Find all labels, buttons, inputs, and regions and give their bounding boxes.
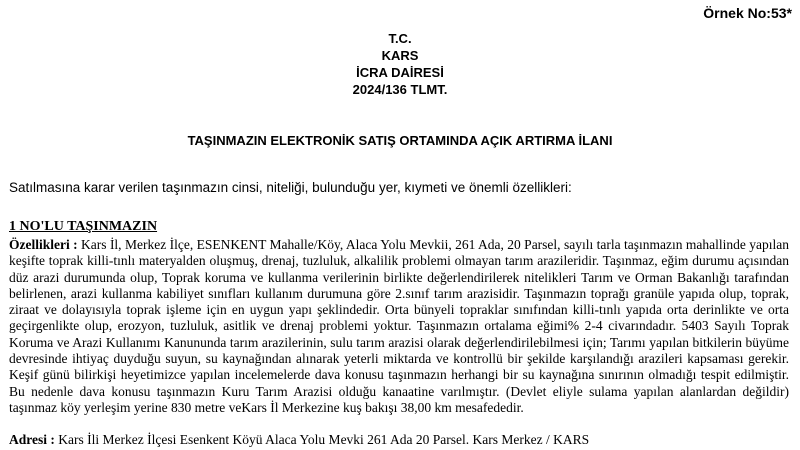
property-address	[9, 432, 789, 448]
document-header	[0, 30, 800, 98]
header-city: KARS	[381, 48, 419, 63]
sample-number: Örnek No:53*	[703, 5, 792, 21]
header-file-number: 2024/136 TLMT.	[352, 82, 448, 97]
address-label: Adresi :	[9, 432, 55, 447]
features-label: Özellikleri :	[9, 237, 78, 252]
intro-text: Satılmasına karar verilen taşınmazın cinsi, niteliği, bulunduğu yer, kıymeti ve önemli özellikleri:	[9, 180, 572, 195]
notice-title: TAŞINMAZIN ELEKTRONİK SATIŞ ORTAMINDA AÇIK ARTIRMA İLANI	[187, 133, 613, 148]
features-text: Kars İl, Merkez İlçe, ESENKENT Mahalle/Köy, Alaca Yolu Mevkii, 261 Ada, 20 Parsel, sayılı tarla taşınmazın mahallinde yapılan keşifte toprak killi-tınlı materyalden oluşmuş, drenaj, tuzluluk, alkalilik problemi olmayan tarım arazileridir. Taşınmaz, eğim durumu açısından düz arazi durumunda olup, Toprak koruma ve kullanma verilerinin birlikte değerlendirilerek nitelikleri Tarım ve Orman Bakanlığı tarafından belirlenen, arazi kullanma kabiliyet sınıfları kullanım durumuna göre 2.sınıf tarım arazisidir. Taşınmazın toprağı granüle yapıda olup, toprak, ziraat ve dolayısıyla toprak işleme için en uygun yapı şeklindedir. Orta bünyeli topraklar sınıfından killi-tınlı yapıda orta derinlikte ve orta geçirgenlikte olup, erozyon, tuzluluk, asitlik ve drenaj problemi yoktur. Taşınmazın ortalama eğimi% 2-4 civarındadır. 5403 Sayılı Toprak Koruma ve Arazi Kullanımı Kanununda tarım arazilerinin, sulu tarım arazisi olarak değerlendirilebilmesi için; Tarımı yapılan bitkilerin büyüme devresinde ihtiyaç duyduğu suyun, su kaynağından alınarak yeterli miktarda ve kontrollü bir şekilde karşılandığı arazileri kapsaması gerekir. Keşif günü bilirkişi heyetimizce yapılan incelemelerde dava konusu taşınmazın herhangi bir su kaynağına sınırının olmadığı tespit edilmiştir. Bu nedenle dava konusu taşınmazın Kuru Tarım Arazisi olduğu kanaatine varılmıştır. (Devlet eliyle sulama yapılan alanlardan değildir) taşınmaz köy yerleşim yerine 830 metre veKars İl Merkezine kuş bakışı 38,00 km mesafededir.	[9, 237, 789, 415]
header-tc: T.C.	[388, 31, 412, 46]
property-features	[9, 237, 789, 416]
header-office: İCRA DAİRESİ	[356, 65, 444, 80]
address-text: Kars İli Merkez İlçesi Esenkent Köyü Alaca Yolu Mevki 261 Ada 20 Parsel. Kars Merkez / KARS	[54, 432, 590, 447]
property-heading: 1 NO'LU TAŞINMAZIN	[9, 219, 158, 234]
